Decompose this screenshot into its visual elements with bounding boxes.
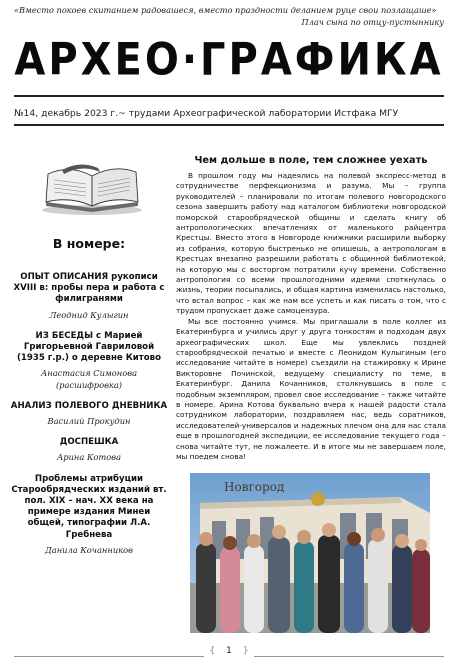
page-number: 1 bbox=[226, 646, 232, 656]
masthead-rule-bottom bbox=[14, 124, 444, 126]
station-sign: Новгород bbox=[224, 480, 285, 494]
toc-item[interactable] bbox=[10, 474, 168, 556]
open-book-illustration bbox=[40, 158, 144, 216]
article-paragraph: В прошлом году мы надеялись на полевой экспресс-метод в сотрудничестве перфекционизма и разума. Мы – группа руководителей – планировали по итогам полевого новгородского сезона завершить работу над каталогом библиотеки новгородской поморской старообрядческой общины и сделать книгу об антропологических впечатлениях от маленького райцентра Крестцы. Вместо этого в Новгороде книжники расширили выборку из собрания, которую быстренько не опишешь, а антропологам в Крестцах внезапно разрешили работать с общинной библиотекой, на которую мы с восторгом потратили кучу времени. Собственно антропология со всеми прошлогодними идеями споткнулась о жизнь, теории посыпались, и общая картина изменилась настолько, что встал вопрос – как же нам все успеть и как писать о том, что с трудом пропускает даже самоцензура. bbox=[176, 171, 446, 316]
footer-rule-right bbox=[254, 656, 444, 657]
article-title: Чем дольше в поле, тем сложнее уехать bbox=[194, 155, 428, 166]
page-number-box bbox=[202, 646, 256, 656]
bracket-right-icon: } bbox=[242, 646, 249, 656]
table-of-contents bbox=[10, 272, 168, 566]
issue-subtitle: №14, декабрь 2023 г.~ трудами Археографической лаборатории Истфака МГУ bbox=[14, 108, 399, 119]
epigraph bbox=[14, 4, 444, 28]
footer-rule-left bbox=[14, 656, 204, 657]
toc-item[interactable] bbox=[10, 437, 168, 463]
toc-item[interactable] bbox=[10, 401, 168, 427]
toc-item-author: Арина Котова bbox=[56, 452, 122, 463]
toc-item-title: ДОСПЕШКА bbox=[59, 437, 119, 448]
group-photo bbox=[190, 473, 430, 633]
article-body bbox=[176, 171, 446, 462]
toc-item-author: Данила Кочанников bbox=[45, 544, 133, 555]
toc-item-author: Анастасия Симонова (расшифровка) bbox=[40, 368, 138, 390]
toc-item[interactable] bbox=[10, 331, 168, 391]
in-issue-heading: В номере: bbox=[52, 236, 126, 251]
toc-item-author: Леоднид Кулыгин bbox=[49, 309, 129, 320]
epigraph-quote: «Вместо покоев скитанием радовашеся, вместо праздности деланием руце свои позлащаше» bbox=[14, 5, 437, 15]
epigraph-signature: Плач сына по отцу-пустыннику bbox=[301, 17, 444, 27]
toc-item-title: ИЗ БЕСЕДЫ с Марией Григорьевной Гавриловой (1935 г.р.) о деревне Китово bbox=[16, 330, 162, 364]
masthead-rule-top bbox=[14, 95, 444, 97]
toc-item-title: АНАЛИЗ ПОЛЕВОГО ДНЕВНИКА bbox=[10, 400, 168, 411]
toc-item-title: Проблемы атрибуции Старообрядческих изданий вт. пол. XIX – нач. XX века на примере издания Минеи общей, типографии Л.А. Гребнева bbox=[11, 473, 167, 540]
article-paragraph: Мы все постоянно учимся. Мы приглашали в поле коллег из Екатеринбурга и учились друг у друга тонкостям и подходам двух археографических школ. Еще мы увлеклись поздней старообрядческой печатью и вместе с Леонидом Кулыгиным (его исследование читайте в номере) съездили на стажировку к Ирине Викторовне Починской, ведущему специалисту по теме, в Екатеринбург. Данила Кочанников, столкнувшись в поле с подобным экземпляром, провел свое исследование – также читайте в номере. Арина Котова буквально вчера к нашей радости стала сотрудником лаборатории, поздравляем нас, ведь соратников, исследователей-универсалов и надежных плечом она для нас стала еще в прошлогодней экспедиции, ее исследование текущего года – снова читайте тут, не пожалеете. И в итоге мы не завершаем поле, мы поедем снова! bbox=[176, 316, 446, 461]
toc-item[interactable] bbox=[10, 272, 168, 321]
toc-item-title: ОПЫТ ОПИСАНИЯ рукописи XVIII в: пробы пера и работа с филигранями bbox=[13, 272, 165, 305]
bracket-left-icon: { bbox=[209, 646, 216, 656]
toc-item-author: Василий Прокудин bbox=[47, 416, 131, 427]
newsletter-title: АРХЕО·ГРАФИКА bbox=[14, 34, 444, 86]
